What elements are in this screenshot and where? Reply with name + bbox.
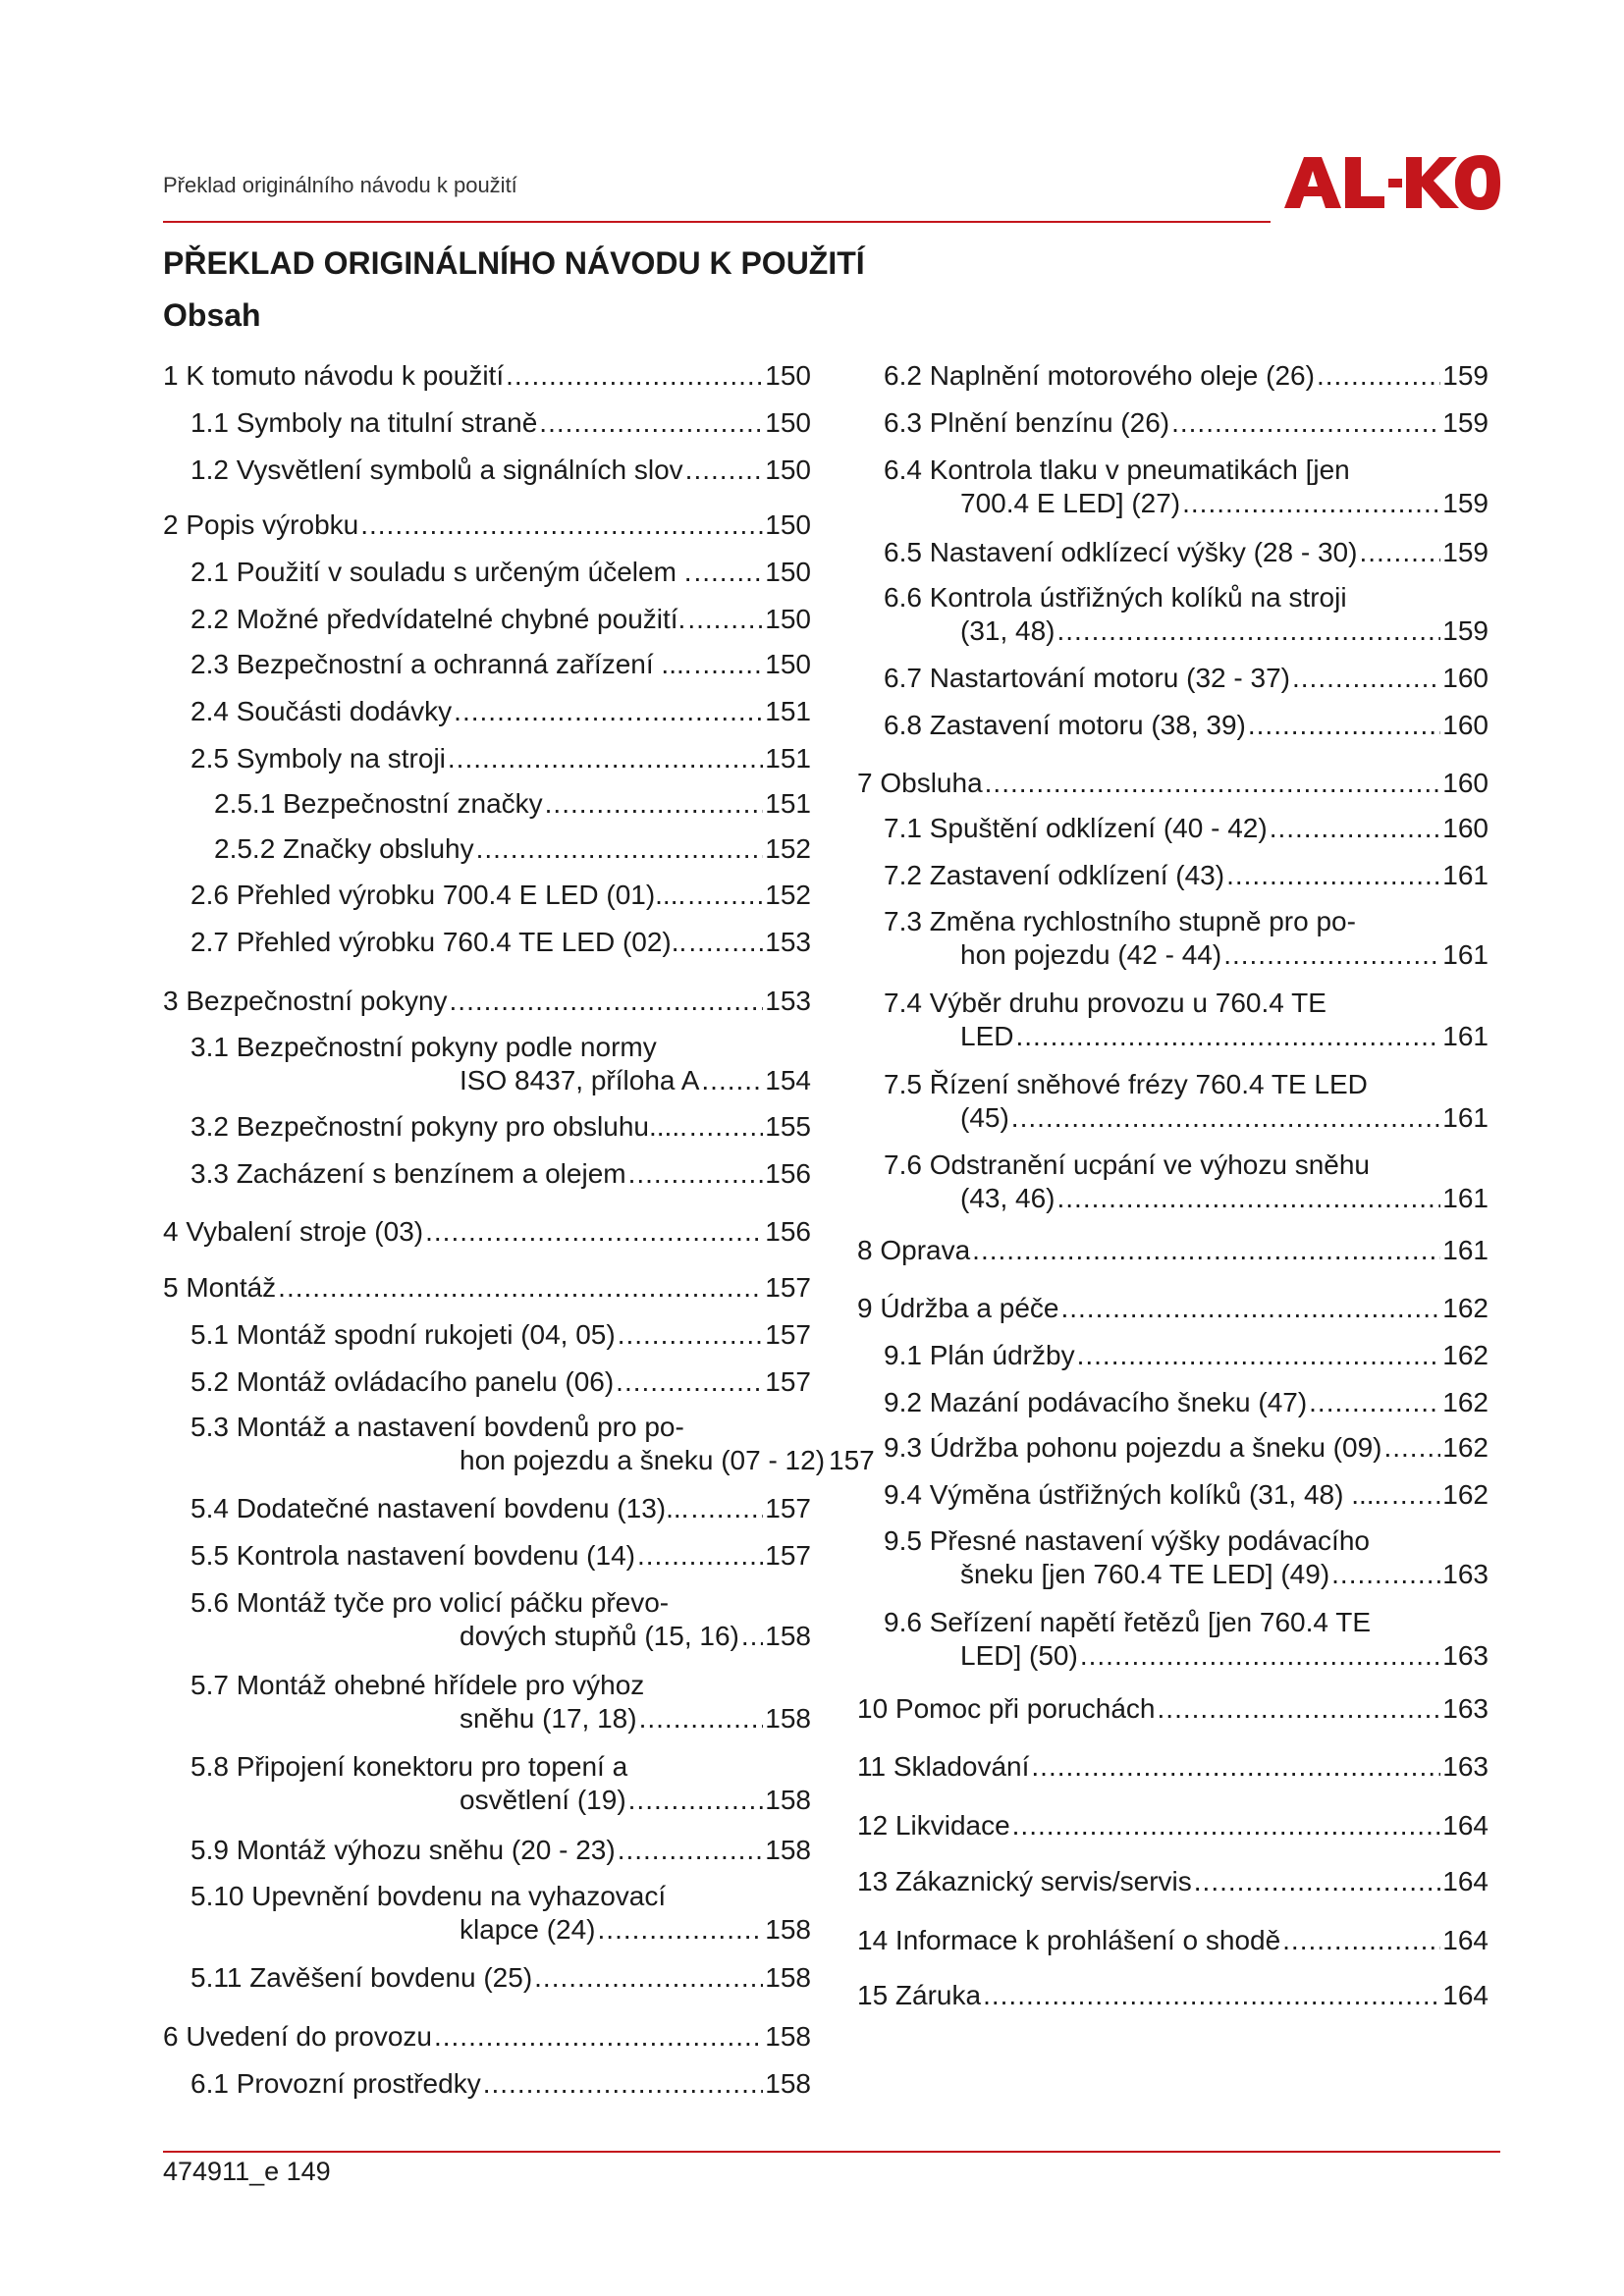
toc-page-number: 150 — [765, 407, 811, 438]
toc-right-entry[interactable] — [857, 1924, 1489, 1957]
dot-leader — [985, 767, 1441, 800]
dot-leader — [618, 1318, 764, 1352]
toc-page-number: 161 — [1442, 1102, 1489, 1133]
dot-leader — [1223, 938, 1440, 972]
toc-page-number: 153 — [765, 927, 811, 957]
toc-page-number: 152 — [765, 880, 811, 910]
footer — [163, 2157, 331, 2187]
toc-entry-title: 6.2 Naplnění motorového oleje (26) — [884, 360, 1315, 391]
toc-page-number: 160 — [1442, 710, 1489, 740]
toc-right-entry[interactable] — [857, 767, 1489, 800]
toc-page-number: 159 — [1442, 615, 1489, 646]
dot-leader — [1158, 1692, 1441, 1726]
toc-page-number: 157 — [829, 1445, 875, 1475]
toc-page-number: 154 — [765, 1065, 811, 1095]
dot-leader — [639, 1702, 764, 1735]
toc-entry-title: 2.1 Použití v souladu s určeným účelem . — [190, 557, 692, 587]
toc-left-entry[interactable] — [163, 508, 811, 542]
toc-entry-title-continued: sněhu (17, 18) — [460, 1703, 637, 1734]
toc-page-number: 150 — [765, 360, 811, 391]
dot-leader — [694, 648, 764, 681]
toc-entry-title: 7.2 Zastavení odklízení (43) — [884, 860, 1225, 890]
toc-right-entry[interactable] — [884, 1386, 1489, 1419]
toc-page-number: 162 — [1442, 1432, 1489, 1463]
dot-leader — [637, 1539, 763, 1573]
toc-left-entry[interactable] — [190, 742, 811, 775]
dot-leader — [1031, 1750, 1440, 1784]
dot-leader — [539, 406, 763, 440]
toc-entry-title: 6.4 Kontrola tlaku v pneumatikách [jen — [884, 454, 1350, 485]
toc-page-number: 158 — [765, 2021, 811, 2052]
toc-entry-title: 5.9 Montáž výhozu sněhu (20 - 23) — [190, 1835, 616, 1865]
toc-page-number: 150 — [765, 604, 811, 634]
dot-leader — [628, 1157, 764, 1191]
dot-leader — [1080, 1639, 1440, 1673]
toc-right-entry[interactable] — [884, 1068, 1489, 1135]
toc-entry-title-continued: (31, 48) — [960, 615, 1056, 646]
toc-left-entry[interactable] — [190, 1318, 811, 1352]
toc-right-entry[interactable] — [884, 1339, 1489, 1372]
toc-entry-title: 3 Bezpečnostní pokyny — [163, 986, 448, 1016]
toc-right-entry[interactable] — [884, 859, 1489, 892]
dot-leader — [278, 1271, 763, 1305]
dot-leader — [1015, 1020, 1440, 1053]
toc-page-number: 157 — [765, 1319, 811, 1350]
toc-page-number: 151 — [765, 743, 811, 774]
toc-right-entry[interactable] — [857, 1979, 1489, 2012]
dot-leader — [687, 879, 763, 912]
dot-leader — [1226, 859, 1440, 892]
toc-right-entry[interactable] — [857, 1234, 1489, 1267]
toc-left-entry[interactable] — [190, 1492, 811, 1525]
toc-left-entry[interactable] — [190, 1834, 811, 1867]
dot-leader — [616, 1365, 763, 1399]
toc-entry-title: 15 Záruka — [857, 1980, 982, 2010]
toc-entry-title: 12 Likvidace — [857, 1810, 1010, 1841]
toc-page-number: 157 — [765, 1493, 811, 1523]
toc-entry-title-continued: osvětlení (19) — [460, 1785, 626, 1815]
dot-leader — [685, 454, 764, 487]
dot-leader — [1012, 1809, 1441, 1842]
toc-entry-title: 9.4 Výměna ústřižných kolíků (31, 48) ..... — [884, 1479, 1390, 1510]
toc-page-number: 151 — [765, 788, 811, 819]
toc-left-entry[interactable] — [190, 1411, 875, 1477]
toc-left-entry[interactable] — [190, 1157, 811, 1191]
toc-entry-title: 6.5 Nastavení odklízecí výšky (28 - 30) — [884, 537, 1358, 567]
toc-entry-title-continued: (45) — [960, 1102, 1009, 1133]
dot-leader — [454, 695, 763, 728]
toc-page-number: 151 — [765, 696, 811, 726]
toc-page-number: 162 — [1442, 1387, 1489, 1417]
dot-leader — [476, 832, 764, 866]
dot-leader — [1077, 1339, 1441, 1372]
toc-right-entry[interactable] — [884, 536, 1489, 569]
toc-page-number: 158 — [765, 1703, 811, 1734]
toc-left-entry[interactable] — [190, 406, 811, 440]
toc-page-number: 163 — [1442, 1693, 1489, 1724]
toc-entry-title: 5.6 Montáž tyče pro volicí páčku převo- — [190, 1587, 670, 1618]
toc-page-number: 158 — [765, 1962, 811, 1993]
toc-right-entry[interactable] — [857, 1692, 1489, 1726]
toc-right-entry[interactable] — [884, 662, 1489, 695]
toc-right-entry[interactable] — [884, 987, 1489, 1053]
toc-left-entry[interactable] — [163, 2020, 811, 2054]
dot-leader — [1270, 812, 1441, 845]
toc-left-entry[interactable] — [190, 648, 811, 681]
dot-leader — [434, 2020, 763, 2054]
toc-entry-title: 2.4 Součásti dodávky — [190, 696, 453, 726]
toc-entry-title-continued: hon pojezdu a šneku (07 - 12) — [460, 1445, 826, 1475]
toc-entry-title: 5.2 Montáž ovládacího panelu (06) — [190, 1366, 615, 1397]
toc-entry-title: 6.3 Plnění benzínu (26) — [884, 407, 1170, 438]
dot-leader — [701, 1064, 763, 1097]
dot-leader — [506, 359, 763, 393]
dot-leader — [534, 1961, 763, 1995]
toc-entry-title: 5.7 Montáž ohebné hřídele pro výhoz — [190, 1670, 645, 1700]
toc-entry-title-continued: hon pojezdu (42 - 44) — [960, 939, 1222, 970]
toc-entry-title: 2.6 Přehled výrobku 700.4 E LED (01).... — [190, 880, 686, 910]
toc-entry-title: 2.3 Bezpečnostní a ochranná zařízení .... — [190, 649, 692, 679]
toc-entry-title: 2.5.1 Bezpečnostní značky — [214, 788, 543, 819]
toc-right-entry[interactable] — [884, 359, 1489, 393]
toc-entry-title: 3.1 Bezpečnostní pokyny podle normy — [190, 1032, 657, 1062]
toc-entry-title-continued: LED] (50) — [960, 1640, 1078, 1671]
dot-leader — [360, 508, 763, 542]
toc-entry-title: 7.3 Změna rychlostního stupně pro po- — [884, 906, 1356, 936]
toc-entry-title: 1.1 Symboly na titulní straně — [190, 407, 538, 438]
toc-page-number: 156 — [765, 1216, 811, 1247]
dot-leader — [1194, 1865, 1441, 1898]
toc-entry-title-continued: šneku [jen 760.4 TE LED] (49) — [960, 1559, 1330, 1589]
toc-right-entry[interactable] — [884, 581, 1489, 648]
toc-entry-title: 14 Informace k prohlášení o shodě — [857, 1925, 1281, 1955]
toc-entry-title: 7.6 Odstranění ucpání ve výhozu sněhu — [884, 1149, 1370, 1180]
toc-page-number: 158 — [765, 1785, 811, 1815]
toc-entry-title: 7.4 Výběr druhu provozu u 760.4 TE — [884, 988, 1326, 1018]
toc-entry-title: 9.5 Přesné nastavení výšky podávacího — [884, 1525, 1370, 1556]
toc-page-number: 161 — [1442, 939, 1489, 970]
dot-leader — [1248, 709, 1440, 742]
toc-page-number: 164 — [1442, 1980, 1489, 2010]
toc-page-number: 153 — [765, 986, 811, 1016]
toc-page-number: 150 — [765, 557, 811, 587]
toc-left-entry[interactable] — [190, 1110, 811, 1144]
toc-page-number: 159 — [1442, 360, 1489, 391]
toc-entry-title: 2.7 Přehled výrobku 760.4 TE LED (02).. — [190, 927, 687, 957]
toc-page-number: 161 — [1442, 1021, 1489, 1051]
toc-page-number: 162 — [1442, 1340, 1489, 1370]
dot-leader — [618, 1834, 764, 1867]
header-subtitle: Překlad originálního návodu k použití — [163, 173, 517, 197]
dot-leader — [1391, 1478, 1440, 1512]
toc-page-number: 152 — [765, 833, 811, 864]
toc-entry-title-continued: 700.4 E LED] (27) — [960, 488, 1181, 518]
toc-left-entry[interactable] — [190, 926, 811, 959]
toc-left-entry[interactable] — [190, 879, 811, 912]
toc-left-entry[interactable] — [214, 787, 811, 821]
toc-page-number: 159 — [1442, 537, 1489, 567]
dot-leader — [1282, 1924, 1440, 1957]
dot-leader — [598, 1913, 764, 1947]
toc-right-entry[interactable] — [857, 1292, 1489, 1325]
toc-page-number: 163 — [1442, 1559, 1489, 1589]
toc-left-entry[interactable] — [190, 1539, 811, 1573]
toc-entry-title: 7.1 Spuštění odklízení (40 - 42) — [884, 813, 1268, 843]
alko-logo — [1282, 153, 1500, 212]
toc-entry-title: 9.1 Plán údržby — [884, 1340, 1075, 1370]
toc-page-number: 157 — [765, 1540, 811, 1571]
toc-entry-title-continued: dových stupňů (15, 16) — [460, 1621, 739, 1651]
toc-right-entry[interactable] — [884, 1148, 1489, 1215]
toc-right-entry[interactable] — [884, 1524, 1489, 1591]
toc-entry-title: 5 Montáž — [163, 1272, 277, 1303]
toc-entry-title: 5.10 Upevnění bovdenu na vyhazovací — [190, 1881, 667, 1911]
toc-page-number: 150 — [765, 509, 811, 540]
dot-leader — [972, 1234, 1440, 1267]
toc-page-number: 160 — [1442, 813, 1489, 843]
toc-left-entry[interactable] — [163, 1271, 811, 1305]
toc-entry-title: 7.5 Řízení sněhové frézy 760.4 TE LED — [884, 1069, 1368, 1099]
toc-right-entry[interactable] — [884, 1431, 1489, 1465]
toc-right-entry[interactable] — [884, 905, 1489, 972]
toc-right-entry[interactable] — [884, 1606, 1489, 1673]
toc-entry-title: 11 Skladování — [857, 1751, 1030, 1782]
toc-right-entry[interactable] — [857, 1750, 1489, 1784]
dot-leader — [545, 787, 764, 821]
toc-entry-title: 6.7 Nastartování motoru (32 - 37) — [884, 663, 1290, 693]
toc-entry-title: 2.2 Možné předvídatelné chybné použití. — [190, 604, 686, 634]
toc-page-number: 164 — [1442, 1925, 1489, 1955]
dot-leader — [1292, 662, 1440, 695]
toc-entry-title: 9.3 Údržba pohonu pojezdu a šneku (09) — [884, 1432, 1382, 1463]
toc-left-entry[interactable] — [190, 1031, 811, 1097]
toc-left-entry[interactable] — [190, 1586, 811, 1653]
dot-leader — [688, 926, 763, 959]
dot-leader — [1309, 1386, 1440, 1419]
toc-page-number: 161 — [1442, 860, 1489, 890]
toc-left-entry[interactable] — [214, 832, 811, 866]
toc-left-entry[interactable] — [163, 359, 811, 393]
dot-leader — [1011, 1101, 1440, 1135]
toc-page-number: 157 — [765, 1272, 811, 1303]
toc-entry-title: 5.5 Kontrola nastavení bovdenu (14) — [190, 1540, 635, 1571]
toc-entry-title: 13 Zákaznický servis/servis — [857, 1866, 1192, 1896]
toc-left-entry[interactable] — [190, 454, 811, 487]
toc-entry-title: 6.1 Provozní prostředky — [190, 2068, 481, 2099]
dot-leader — [450, 985, 764, 1018]
toc-entry-title: 5.4 Dodatečné nastavení bovdenu (13)... — [190, 1493, 689, 1523]
dot-leader — [693, 556, 763, 589]
toc-entry-title: 7 Obsluha — [857, 768, 983, 798]
dot-leader — [1331, 1558, 1440, 1591]
toc-left-entry[interactable] — [190, 1365, 811, 1399]
toc-page-number: 159 — [1442, 407, 1489, 438]
toc-left-entry[interactable] — [163, 985, 811, 1018]
dot-leader — [1182, 487, 1440, 520]
toc-left-entry[interactable] — [163, 1215, 811, 1249]
toc-left-entry[interactable] — [190, 1961, 811, 1995]
toc-entry-title: 6.8 Zastavení motoru (38, 39) — [884, 710, 1246, 740]
toc-page-number: 162 — [1442, 1293, 1489, 1323]
toc-entry-title: 2.5 Symboly na stroji — [190, 743, 446, 774]
doc-code: 474911_e — [163, 2157, 280, 2186]
toc-entry-title: 6 Uvedení do provozu — [163, 2021, 432, 2052]
toc-right-entry[interactable] — [884, 454, 1489, 520]
toc-right-entry[interactable] — [884, 406, 1489, 440]
toc-right-entry[interactable] — [884, 812, 1489, 845]
page-title: PŘEKLAD ORIGINÁLNÍHO NÁVODU K POUŽITÍ — [163, 245, 865, 281]
toc-page-number: 161 — [1442, 1235, 1489, 1265]
dot-leader — [687, 603, 763, 636]
dot-leader — [1317, 359, 1440, 393]
toc-entry-title-continued: klapce (24) — [460, 1914, 596, 1945]
toc-entry-title: 1.2 Vysvětlení symbolů a signálních slov — [190, 454, 683, 485]
toc-left-entry[interactable] — [190, 1669, 811, 1735]
toc-left-entry[interactable] — [190, 1750, 811, 1817]
dot-leader — [741, 1620, 763, 1653]
dot-leader — [628, 1784, 764, 1817]
toc-entry-title: 5.11 Zavěšení bovdenu (25) — [190, 1962, 533, 1993]
toc-entry-title: 2.5.2 Značky obsluhy — [214, 833, 474, 864]
toc-left-entry[interactable] — [190, 556, 811, 589]
dot-leader — [425, 1215, 763, 1249]
toc-page-number: 162 — [1442, 1479, 1489, 1510]
page-number: 149 — [286, 2157, 331, 2186]
dot-leader — [1057, 1182, 1441, 1215]
toc-entry-title: 5.3 Montáž a nastavení bovdenů pro po- — [190, 1412, 684, 1442]
dot-leader — [448, 742, 763, 775]
footer-rule — [163, 2151, 1500, 2153]
toc-page-number: 163 — [1442, 1751, 1489, 1782]
toc-entry-title: 8 Oprava — [857, 1235, 971, 1265]
toc-entry-title-continued: (43, 46) — [960, 1183, 1056, 1213]
toc-page-number: 158 — [765, 1835, 811, 1865]
toc-entry-title: 4 Vybalení stroje (03) — [163, 1216, 424, 1247]
dot-leader — [483, 2067, 764, 2101]
dot-leader — [1060, 1292, 1440, 1325]
toc-page-number: 150 — [765, 649, 811, 679]
toc-entry-title: 5.8 Připojení konektoru pro topení a — [190, 1751, 628, 1782]
toc-entry-title: 9.2 Mazání podávacího šneku (47) — [884, 1387, 1308, 1417]
toc-entry-title: 2 Popis výrobku — [163, 509, 359, 540]
toc-entry-title: 6.6 Kontrola ústřižných kolíků na stroji — [884, 582, 1347, 613]
toc-entry-title: 3.2 Bezpečnostní pokyny pro obsluhu..... — [190, 1111, 687, 1142]
toc-left-entry[interactable] — [190, 1880, 811, 1947]
dot-leader — [690, 1492, 763, 1525]
toc-right-entry[interactable] — [884, 709, 1489, 742]
toc-page-number: 158 — [765, 1914, 811, 1945]
toc-entry-title: 9.6 Seřízení napětí řetězů [jen 760.4 TE — [884, 1607, 1372, 1637]
toc-left-entry[interactable] — [190, 695, 811, 728]
toc-page-number: 155 — [765, 1111, 811, 1142]
toc-entry-title: 9 Údržba a péče — [857, 1293, 1059, 1323]
toc-left-entry[interactable] — [190, 603, 811, 636]
toc-page-number: 156 — [765, 1158, 811, 1189]
toc-page-number: 158 — [765, 2068, 811, 2099]
toc-page-number: 150 — [765, 454, 811, 485]
toc-entry-title: 1 K tomuto návodu k použití — [163, 360, 505, 391]
toc-page-number: 160 — [1442, 663, 1489, 693]
dot-leader — [689, 1110, 763, 1144]
toc-page-number: 157 — [765, 1366, 811, 1397]
contents-heading: Obsah — [163, 297, 261, 333]
toc-page-number: 158 — [765, 1621, 811, 1651]
toc-entry-title: 5.1 Montáž spodní rukojeti (04, 05) — [190, 1319, 616, 1350]
header-rule — [163, 221, 1271, 223]
toc-page-number: 161 — [1442, 1183, 1489, 1213]
dot-leader — [983, 1979, 1440, 2012]
dot-leader — [1383, 1431, 1440, 1465]
dot-leader — [1171, 406, 1440, 440]
toc-page-number: 164 — [1442, 1810, 1489, 1841]
toc-entry-title: 3.3 Zacházení s benzínem a olejem — [190, 1158, 626, 1189]
toc-entry-title-continued: LED — [960, 1021, 1014, 1051]
toc-right-entry[interactable] — [884, 1478, 1489, 1512]
toc-page-number: 159 — [1442, 488, 1489, 518]
toc-entry-title-continued: ISO 8437, příloha A — [460, 1065, 700, 1095]
dot-leader — [1057, 614, 1441, 648]
toc-left-entry[interactable] — [190, 2067, 811, 2101]
toc-page-number: 160 — [1442, 768, 1489, 798]
toc-page-number: 163 — [1442, 1640, 1489, 1671]
dot-leader — [1359, 536, 1440, 569]
toc-right-entry[interactable] — [857, 1809, 1489, 1842]
toc-page-number: 164 — [1442, 1866, 1489, 1896]
toc-entry-title: 10 Pomoc při poruchách — [857, 1693, 1156, 1724]
toc-right-entry[interactable] — [857, 1865, 1489, 1898]
